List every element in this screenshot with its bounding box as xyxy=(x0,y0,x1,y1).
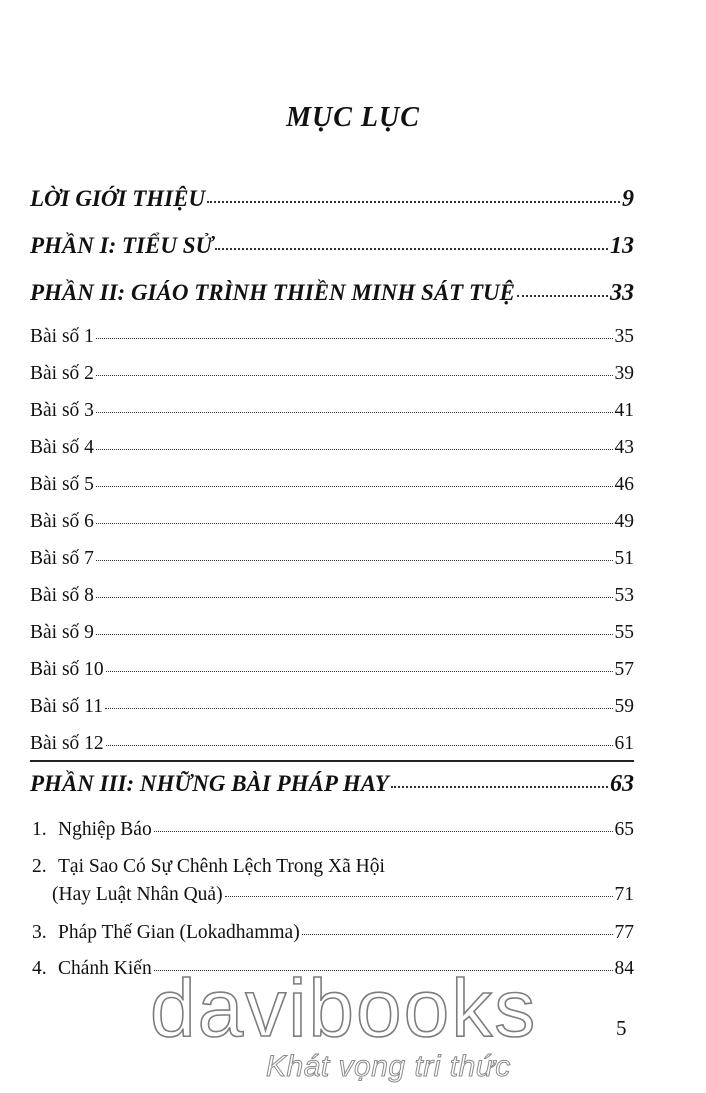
entry-label: Bài số 5 xyxy=(30,474,94,495)
toc-entry-lesson-4 xyxy=(30,437,634,459)
leader-dots xyxy=(96,449,613,450)
leader-dots xyxy=(96,412,613,413)
leader-dots xyxy=(225,896,613,897)
entry-page: 53 xyxy=(614,585,634,606)
watermark-brand: davibooks xyxy=(150,963,538,1054)
entry-page: 84 xyxy=(614,958,634,979)
toc-entry-lesson-12 xyxy=(30,733,634,755)
toc-entry-talk-3 xyxy=(32,922,634,944)
entry-label: Pháp Thế Gian (Lokadhamma) xyxy=(58,922,300,943)
entry-label: Bài số 12 xyxy=(30,733,104,754)
entry-label: Tại Sao Có Sự Chênh Lệch Trong Xã Hội xyxy=(58,856,385,877)
entry-label: PHẦN II: GIÁO TRÌNH THIỀN MINH SÁT TUỆ xyxy=(30,280,515,305)
toc-entry-introduction xyxy=(30,186,634,213)
entry-page: 33 xyxy=(610,280,634,306)
entry-page: 59 xyxy=(614,696,634,717)
entry-label: Bài số 9 xyxy=(30,622,94,643)
leader-dots xyxy=(215,248,608,250)
toc-entry-lesson-8 xyxy=(30,585,634,607)
entry-label-continuation: (Hay Luật Nhân Quả) xyxy=(52,884,223,905)
entry-label: Bài số 8 xyxy=(30,585,94,606)
entry-page: 65 xyxy=(614,819,634,840)
entry-label: Bài số 3 xyxy=(30,400,94,421)
entry-label: LỜI GIỚI THIỆU xyxy=(30,186,206,211)
entry-page: 35 xyxy=(614,326,634,347)
toc-entry-lesson-5 xyxy=(30,474,634,496)
leader-dots xyxy=(517,295,608,297)
entry-page: 61 xyxy=(614,733,634,754)
entry-label: Bài số 4 xyxy=(30,437,94,458)
section-divider xyxy=(30,760,634,762)
entry-label: Bài số 11 xyxy=(30,696,103,717)
toc-entry-lesson-6 xyxy=(30,511,634,533)
entry-page: 43 xyxy=(614,437,634,458)
entry-number: 1. xyxy=(32,819,47,840)
toc-entry-lesson-7 xyxy=(30,548,634,570)
entry-number: 4. xyxy=(32,958,47,979)
toc-entry-part-1 xyxy=(30,233,634,260)
toc-entry-lesson-11 xyxy=(30,696,634,718)
leader-dots xyxy=(96,486,613,487)
entry-label: Nghiệp Báo xyxy=(58,819,152,840)
entry-page: 71 xyxy=(614,884,634,905)
entry-page: 51 xyxy=(614,548,634,569)
entry-page: 77 xyxy=(614,922,634,943)
entry-label: Bài số 10 xyxy=(30,659,104,680)
entry-page: 46 xyxy=(614,474,634,495)
entry-page: 39 xyxy=(614,363,634,384)
entry-label: Bài số 1 xyxy=(30,326,94,347)
toc-entry-lesson-9 xyxy=(30,622,634,644)
entry-number: 2. xyxy=(32,856,47,877)
leader-dots xyxy=(96,634,613,635)
leader-dots xyxy=(207,201,620,203)
toc-entry-lesson-10 xyxy=(30,659,634,681)
toc-entry-part-3 xyxy=(30,771,634,798)
entry-label: Bài số 2 xyxy=(30,363,94,384)
toc-title: MỤC LỤC xyxy=(286,102,420,133)
toc-entry-part-2 xyxy=(30,280,634,307)
entry-page: 57 xyxy=(614,659,634,680)
page-number: 5 xyxy=(616,1016,627,1040)
leader-dots xyxy=(105,708,613,709)
entry-page: 41 xyxy=(614,400,634,421)
toc-entry-lesson-1 xyxy=(30,326,634,348)
toc-entry-talk-2 xyxy=(32,856,385,878)
entry-page: 13 xyxy=(610,233,634,259)
leader-dots xyxy=(391,786,608,788)
entry-label: PHẦN I: TIỂU SỬ xyxy=(30,233,214,258)
entry-number: 3. xyxy=(32,922,47,943)
leader-dots xyxy=(96,560,613,561)
toc-entry-talk-1 xyxy=(32,819,634,841)
leader-dots xyxy=(96,338,613,339)
leader-dots xyxy=(96,523,613,524)
toc-entry-talk-2-continuation xyxy=(52,884,634,906)
leader-dots xyxy=(154,831,613,832)
entry-label: Bài số 7 xyxy=(30,548,94,569)
entry-label: Bài số 6 xyxy=(30,511,94,532)
leader-dots xyxy=(106,745,613,746)
leader-dots xyxy=(302,934,613,935)
entry-label: Chánh Kiến xyxy=(58,958,152,979)
watermark-tagline: Khát vọng tri thức xyxy=(266,1050,511,1083)
entry-page: 55 xyxy=(614,622,634,643)
entry-page: 49 xyxy=(614,511,634,532)
entry-label: PHẦN III: NHỮNG BÀI PHÁP HAY xyxy=(30,771,389,796)
leader-dots xyxy=(96,375,613,376)
toc-entry-lesson-3 xyxy=(30,400,634,422)
entry-page: 9 xyxy=(622,186,634,212)
toc-entry-lesson-2 xyxy=(30,363,634,385)
entry-page: 63 xyxy=(610,771,634,797)
leader-dots xyxy=(96,597,613,598)
leader-dots xyxy=(106,671,613,672)
